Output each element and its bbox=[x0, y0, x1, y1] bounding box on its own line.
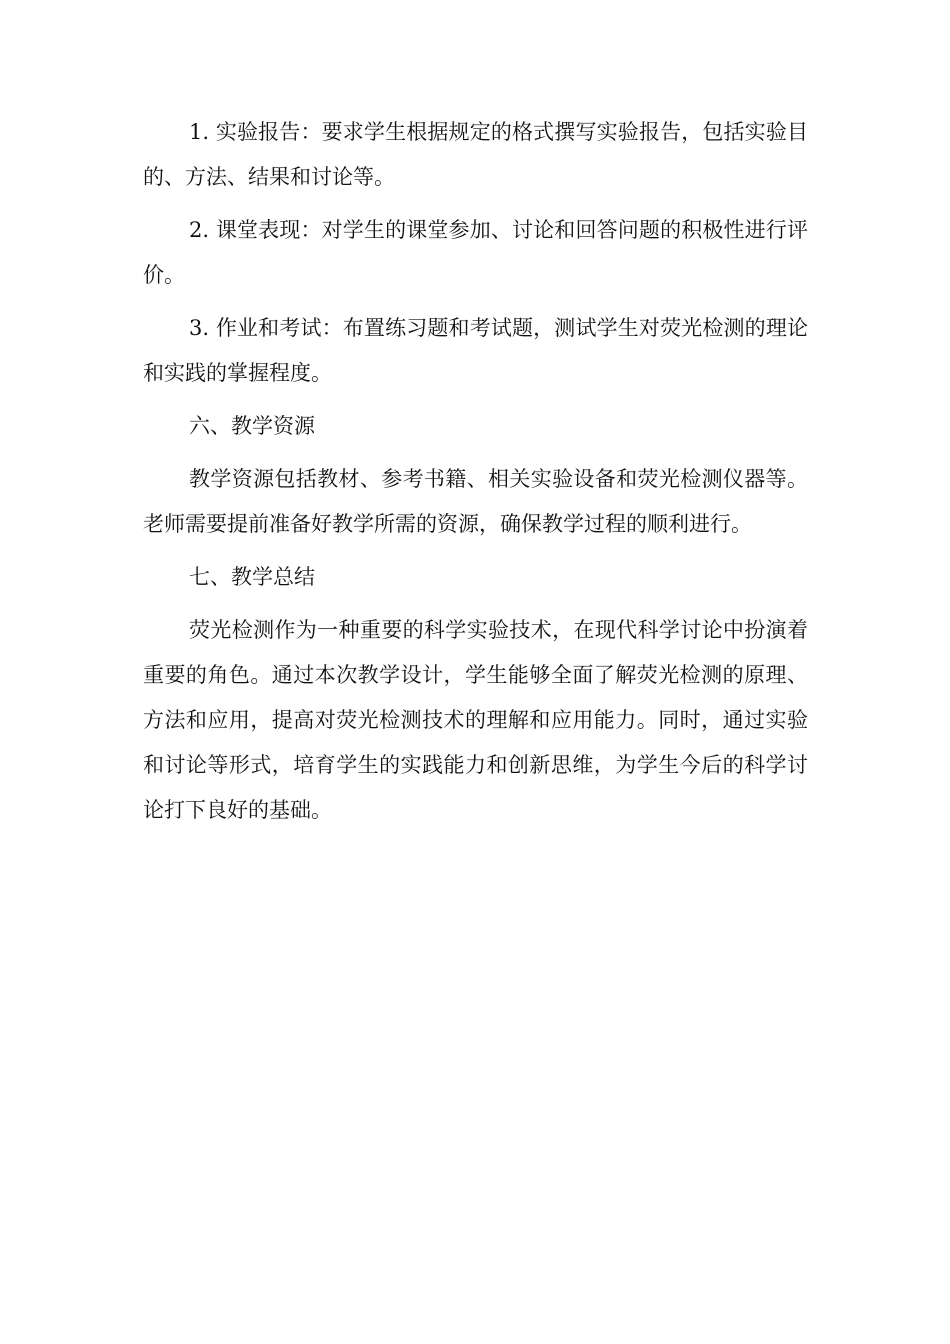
section-heading-summary: 七、教学总结 bbox=[189, 565, 315, 589]
document-body bbox=[143, 110, 808, 837]
section-body-summary: 荧光检测作为一种重要的科学实验技术，在现代科学讨论中扮演着重要的角色。通过本次教学设计，学生能够全面了解荧光检测的原理、方法和应用，提高对荧光检测技术的理解和应用能力。同时，通过实验和讨论等形式，培育学生的实践能力和创新思维，为学生今后的科学讨论打下良好的基础。 bbox=[143, 618, 808, 822]
section-body-resources: 教学资源包括教材、参考书籍、相关实验设备和荧光检测仪器等。老师需要提前准备好教学所需的资源，确保教学过程的顺利进行。 bbox=[143, 467, 808, 536]
evaluation-item-2: 2. 课堂表现：对学生的课堂参加、讨论和回答问题的积极性进行评价。 bbox=[143, 218, 808, 287]
section-heading-resources: 六、教学资源 bbox=[189, 414, 315, 438]
evaluation-item-1: 1. 实验报告：要求学生根据规定的格式撰写实验报告，包括实验目的、方法、结果和讨论等。 bbox=[143, 120, 808, 189]
evaluation-item-3: 3. 作业和考试：布置练习题和考试题，测试学生对荧光检测的理论和实践的掌握程度。 bbox=[143, 316, 808, 385]
